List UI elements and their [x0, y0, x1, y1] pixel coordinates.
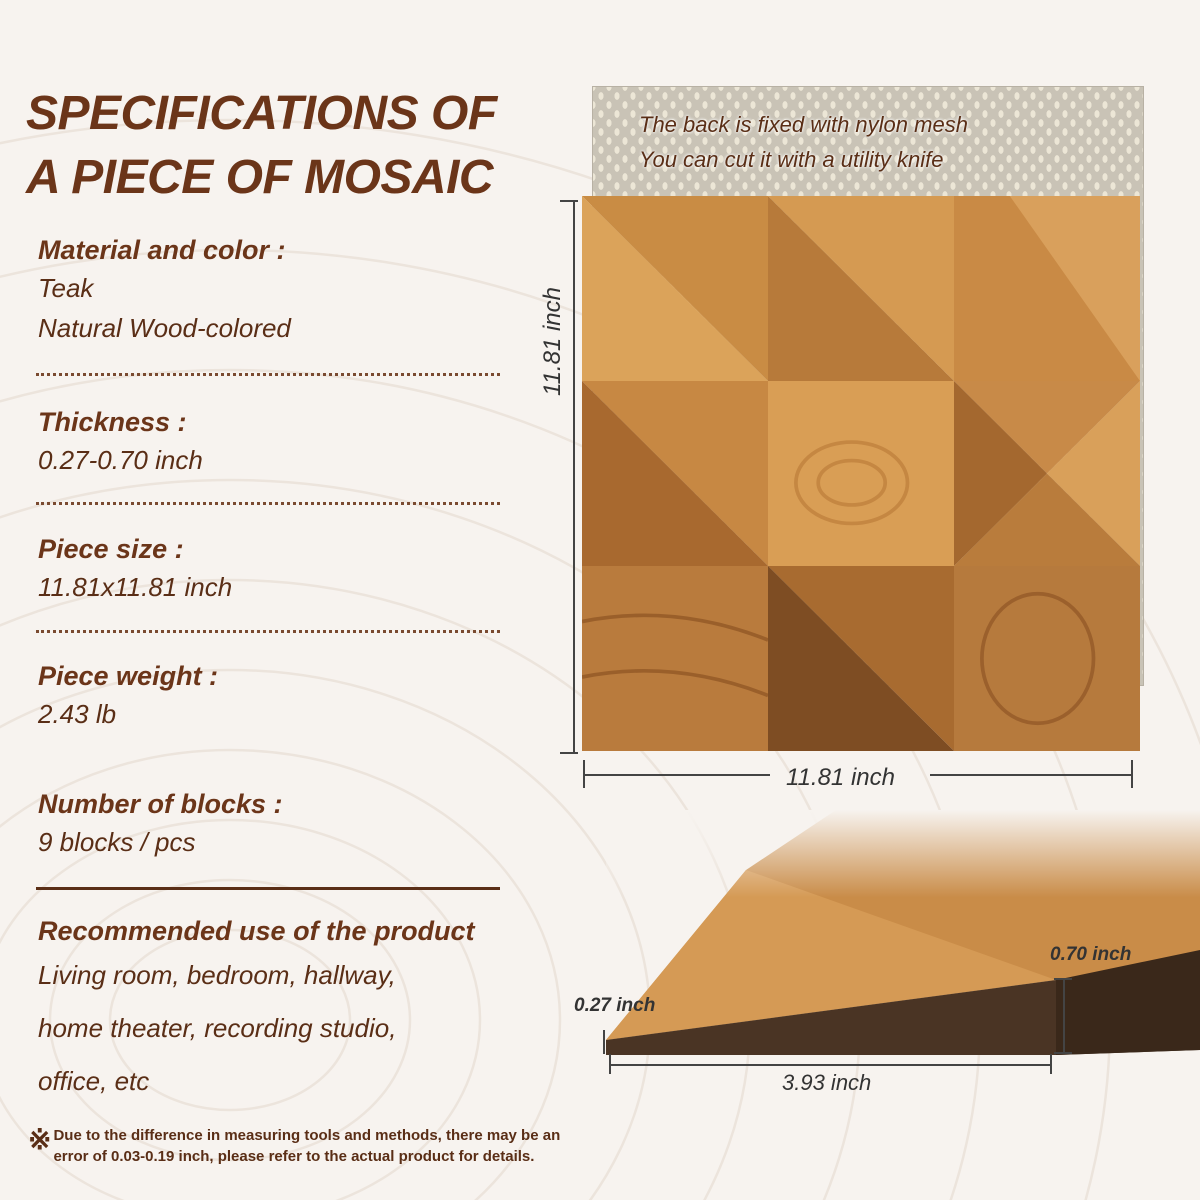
note-line-1: Due to the difference in measuring tools and methods, there may be an: [53, 1127, 561, 1144]
spec-thickness: [38, 404, 203, 480]
spec-use: [38, 913, 475, 1108]
wood-block: [582, 566, 768, 751]
solid-divider: [36, 887, 500, 890]
wood-block: [768, 381, 954, 566]
note-line-2: error of 0.03-0.19 inch, please refer to the actual product for details.: [53, 1148, 535, 1165]
mosaic-tile-image: [582, 86, 1162, 786]
disclaimer-note: [28, 1125, 560, 1167]
spec-blocks-label: Number of blocks :: [38, 789, 283, 819]
dotted-divider: [36, 373, 500, 376]
page-title: [26, 82, 497, 210]
reference-mark-icon: ※: [28, 1124, 52, 1155]
spec-blocks-value: 9 blocks / pcs: [38, 827, 196, 857]
width-dimension-line: [930, 774, 1132, 776]
width-dimension-label: 11.81 inch: [786, 764, 895, 791]
thick-dimension-label: 0.70 inch: [1050, 944, 1132, 965]
thick-dimension-line: [1063, 978, 1065, 1054]
wood-block-grid: [582, 196, 1140, 752]
wood-block: [954, 566, 1140, 751]
title-line-1: SPECIFICATIONS OF: [26, 87, 497, 140]
width-dimension-line: [584, 774, 770, 776]
spec-size-label: Piece size :: [38, 534, 184, 564]
dimension-tick: [1131, 760, 1133, 788]
dimension-tick: [560, 200, 578, 202]
spec-use-line-3: office, etc: [38, 1066, 150, 1096]
wood-block: [582, 196, 768, 381]
wood-block: [582, 381, 768, 566]
wood-block: [768, 566, 954, 751]
dimension-tick: [583, 760, 585, 788]
dimension-tick: [560, 752, 578, 754]
wood-block: [768, 196, 954, 381]
mesh-note-line-2: You can cut it with a utility knife: [639, 147, 944, 172]
spec-thickness-label: Thickness :: [38, 407, 187, 437]
dotted-divider: [36, 502, 500, 505]
dimension-tick: [1054, 978, 1072, 980]
wood-block: [954, 196, 1140, 381]
mesh-note-line-1: The back is fixed with nylon mesh: [639, 112, 968, 137]
height-dimension-label: 11.81 inch: [539, 287, 566, 396]
thin-dimension-line: [603, 1030, 605, 1054]
spec-material-value-1: Teak: [38, 273, 94, 303]
block-width-dimension-line: [610, 1064, 1052, 1066]
dimension-tick: [609, 1054, 611, 1074]
spec-weight-label: Piece weight :: [38, 661, 219, 691]
title-line-2: A PIECE OF MOSAIC: [26, 151, 494, 204]
spec-material-label: Material and color :: [38, 235, 286, 265]
spec-weight-value: 2.43 lb: [38, 699, 117, 729]
spec-blocks: [38, 786, 283, 862]
spec-use-line-1: Living room, bedroom, hallway,: [38, 960, 396, 990]
block-side-view: [606, 810, 1200, 1060]
spec-size: [38, 531, 232, 607]
spec-size-value: 11.81x11.81 inch: [38, 572, 233, 602]
dotted-divider: [36, 630, 500, 633]
height-dimension-line: [573, 200, 575, 753]
mesh-note: [639, 107, 968, 177]
spec-use-line-2: home theater, recording studio,: [38, 1013, 397, 1043]
dimension-tick: [1050, 1054, 1052, 1074]
spec-weight: [38, 658, 218, 734]
spec-thickness-value: 0.27-0.70 inch: [38, 445, 203, 475]
block-width-dimension-label: 3.93 inch: [782, 1070, 872, 1095]
thin-dimension-label: 0.27 inch: [574, 995, 656, 1016]
wood-block: [954, 381, 1140, 566]
spec-material: [38, 232, 291, 348]
spec-material-value-2: Natural Wood-colored: [38, 313, 291, 343]
dimension-tick: [1054, 1052, 1072, 1054]
spec-use-label: Recommended use of the product: [38, 916, 475, 946]
